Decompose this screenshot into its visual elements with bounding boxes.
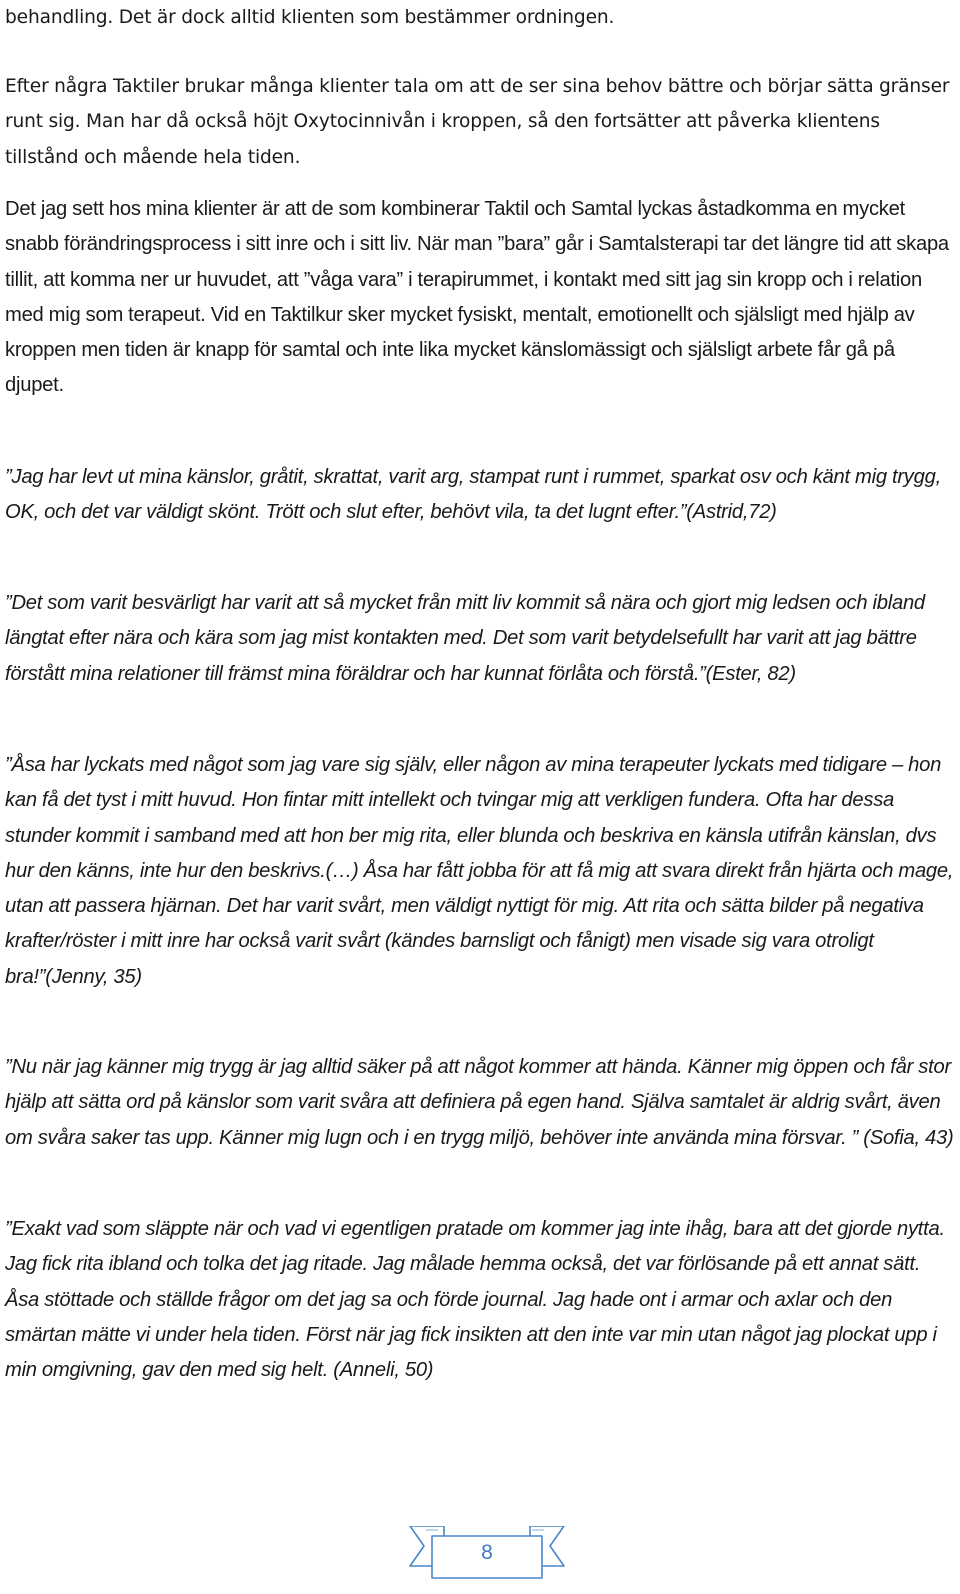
page-number: 8 [481, 1541, 493, 1564]
paragraph-3: Det jag sett hos mina klienter är att de som kombinerar Taktil och Samtal lyckas åstadkomma en mycket snabb förändringsprocess i sitt inre och i sitt liv. När man ”bara” går i Samtalsterapi tar det längre tid att skapa tillit, att komma ner ur huvudet, att ”våga vara” i terapirummet, i kontakt med sitt jag sin kropp och i relation med mig som terapeut. Vid en Taktilkur sker mycket fysiskt, mentalt, emotionellt och själsligt med hjälp av kroppen men tiden är knapp för samtal och inte lika mycket känslomässigt och själsligt arbete får gå på djupet. [5, 198, 949, 397]
quote-anneli: ”Exakt vad som släppte när och vad vi egentligen pratade om kommer jag inte ihåg, bara att det gjorde nytta. Jag fick rita ibland och tolka det jag ritade. Jag målade hemma också, det var förlösande på ett annat sätt. Åsa stöttade och ställde frågor om det jag sa och förde journal. Jag hade ont i armar och axlar och den smärtan mätte vi under hela tiden. Först när jag fick insikten att den inte var min utan något jag plockat upp i min omgivning, gav den med sig helt. (Anneli, 50) [5, 1218, 945, 1382]
paragraph-2: Efter några Taktiler brukar många klienter tala om att de ser sina behov bättre och börjar sätta gränser runt sig. Man har då också höjt Oxytocinnivån i kroppen, så den fortsätter att påverka klientens tillstånd och mående hela tiden. [5, 76, 950, 168]
quote-sofia: ”Nu när jag känner mig trygg är jag alltid säker på att något kommer att hända. Känner mig öppen och får stor hjälp att sätta ord på känslor som varit svåra att definiera på egen hand. Själva samtalet är aldrig svårt, även om svåra saker tas upp. Känner mig lugn och i en trygg miljö, behöver inte använda mina försvar. ” (Sofia, 43) [5, 1056, 954, 1149]
quote-jenny: ”Åsa har lyckats med något som jag vare sig själv, eller någon av mina terapeuter lyckats med tidigare – hon kan få det tyst i mitt huvud. Hon fintar mitt intellekt och tvingar mig att verkligen fundera. Ofta har dessa stunder kommit i samband med att hon ber mig rita, eller blunda och beskriva en känsla utifrån känslan, dvs hur den känns, inte hur den beskrivs.(…) Åsa har fått jobba för att få mig att svara direkt från hjärta och mage, utan att passera hjärnan. Det har varit svårt, men väldigt nyttigt för mig. Att rita och sätta bilder på negativa krafter/röster i mitt inre har också varit svårt (kändes barnsligt och fånigt) men visade sig vara otroligt bra!”(Jenny, 35) [5, 754, 954, 988]
page-number-footer [402, 1526, 572, 1586]
quote-astrid: ”Jag har levt ut mina känslor, gråtit, skrattat, varit arg, stampat runt i rummet, sparkat osv och känt mig trygg, OK, och det var väldigt skönt. Trött och slut efter, behövt vila, ta det lugnt efter.”(Astrid,72) [5, 466, 941, 524]
quote-ester: ”Det som varit besvärligt har varit att så mycket från mitt liv kommit så nära och gjort mig ledsen och ibland längtat efter nära och kära som jag mist kontakten med. Det som varit betydelsefullt har varit att jag bättre förstått mina relationer till främst mina föräldrar och har kunnat förlåta och förstå.”(Ester, 82) [5, 592, 925, 685]
paragraph-1: behandling. Det är dock alltid klienten som bestämmer ordningen. [5, 7, 615, 28]
